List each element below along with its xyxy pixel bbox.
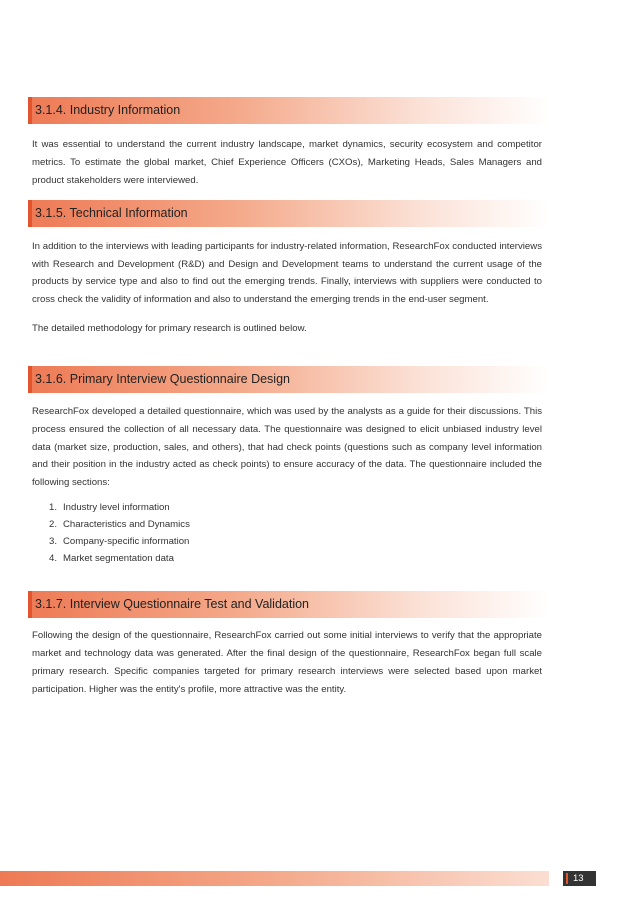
page-number-box (563, 871, 596, 886)
section-title: 3.1.6. Primary Interview Questionnaire Design (35, 372, 290, 386)
paragraph-questionnaire-design: ResearchFox developed a detailed questionnaire, which was used by the analysts as a guide for their discussions. This process ensured the collection of all necessary data. The questionnaire was designed to elicit unbiased industry level data (market size, production, sales, and others), that had check points (questions such as company level information and their position in the industry acted as check points) to ensure accuracy of the data. The questionnaire included the following sections: (32, 406, 542, 489)
list-item-text: Market segmentation data (63, 553, 174, 564)
section-accent-mark (28, 366, 32, 393)
section-accent-mark (28, 591, 32, 618)
list-item-number: 1. (49, 502, 58, 513)
section-title: 3.1.5. Technical Information (35, 206, 188, 220)
section-accent-mark (28, 200, 32, 227)
list-item-text: Characteristics and Dynamics (63, 519, 190, 530)
list-item-number: 4. (49, 553, 58, 564)
paragraph-methodology-note: The detailed methodology for primary research is outlined below. (32, 323, 307, 334)
list-item (49, 516, 529, 533)
section-header-questionnaire-design (28, 366, 550, 393)
list-item (49, 499, 529, 516)
list-item (49, 533, 529, 550)
section-title: 3.1.7. Interview Questionnaire Test and Validation (35, 597, 310, 611)
paragraph-technical-information: In addition to the interviews with leading participants for industry-related information, ResearchFox conducted interviews with Research and Development (R&D) and Design and Development teams to understand the current usage of the products by service type and also to find out the emerging trends. Finally, interviews with suppliers were conducted to cross check the validity of information and also to understand the emerging trends in the end-user segment. (32, 241, 542, 305)
list-item (49, 550, 529, 567)
page-number-accent (566, 873, 568, 884)
section-header-questionnaire-validation (28, 591, 550, 618)
section-header-technical-information (28, 200, 550, 227)
list-item-text: Company-specific information (63, 536, 190, 547)
section-header-industry-information (28, 97, 550, 124)
section-title: 3.1.4. Industry Information (35, 103, 181, 117)
list-item-number: 3. (49, 536, 58, 547)
footer-bar (0, 871, 549, 886)
list-item-text: Industry level information (63, 502, 170, 513)
paragraph-questionnaire-validation: Following the design of the questionnaire, ResearchFox carried out some initial interviews to verify that the appropriate market and technology data was generated. After the final design of the questionnaire, ResearchFox began full scale primary research. Specific companies targeted for primary research interviews were selected based upon market participation. Higher was the entity's profile, more attractive was the entity. (32, 630, 542, 695)
section-accent-mark (28, 97, 32, 124)
questionnaire-sections-list (49, 499, 529, 567)
list-item-number: 2. (49, 519, 58, 530)
paragraph-industry-information: It was essential to understand the current industry landscape, market dynamics, security ecosystem and competitor metrics. To estimate the global market, Chief Experience Officers (CXOs), Marketing Heads, Sales Managers and product stakeholders were interviewed. (32, 139, 542, 186)
page-number: 13 (573, 873, 584, 884)
